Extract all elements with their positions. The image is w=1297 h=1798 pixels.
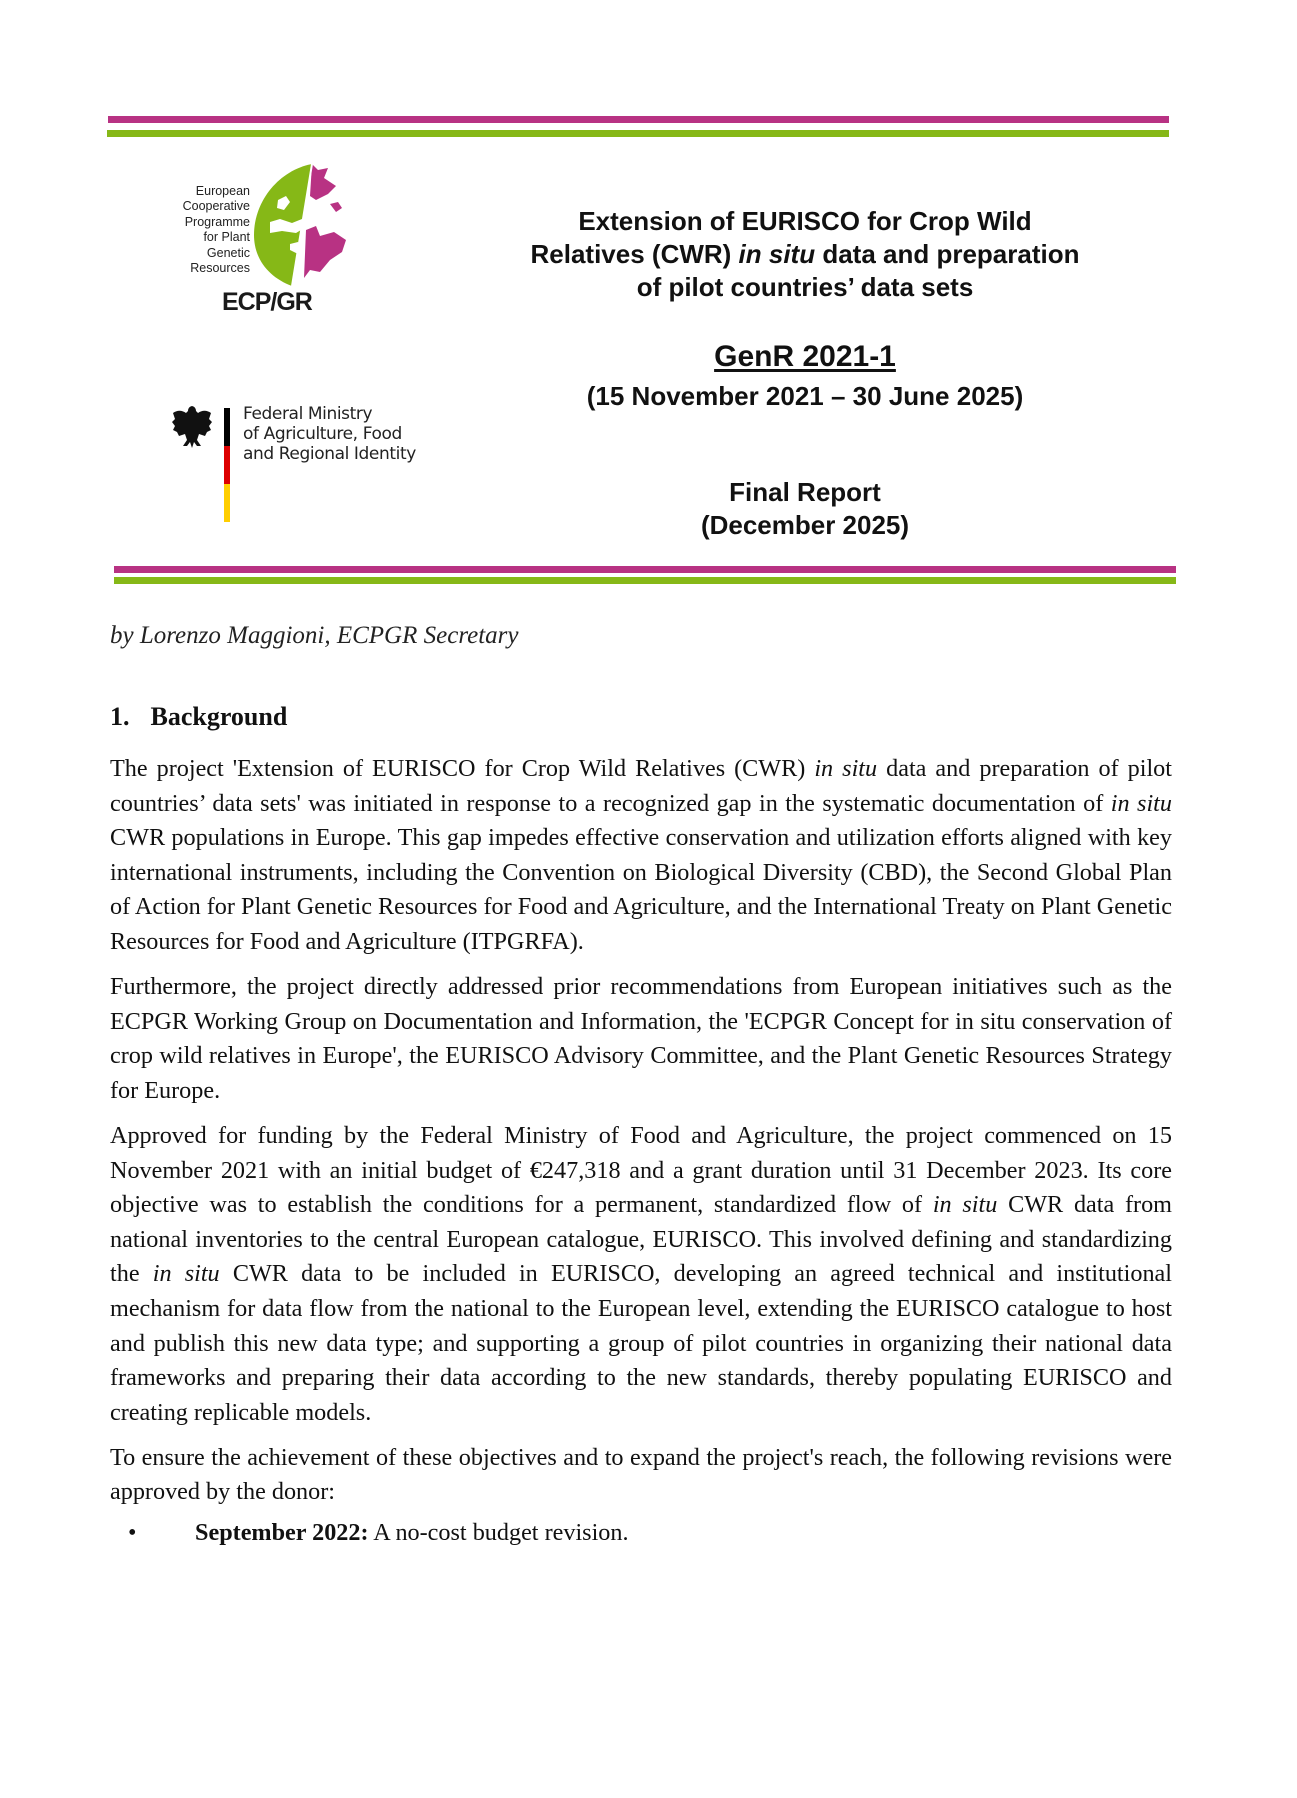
ministry-name: [243, 404, 416, 464]
title-line: of pilot countries’ data sets: [636, 272, 974, 302]
project-code-text: GenR 2021-1: [714, 340, 896, 373]
italic-run: in situ: [932, 1191, 998, 1219]
paragraph: [110, 1119, 1172, 1430]
title-italic: in situ: [738, 239, 816, 269]
revisions-list: [110, 1516, 1172, 1551]
revision-text: A no-cost budget revision.: [368, 1518, 629, 1546]
ecpgr-logo: [160, 160, 360, 330]
section-heading: [110, 702, 287, 732]
top-rule-pink: [108, 116, 1169, 123]
ministry-line: and Regional Identity: [243, 444, 416, 464]
europe-map-icon: [250, 160, 350, 290]
title-text: data and preparation: [815, 239, 1080, 269]
ministry-logo: [165, 400, 445, 530]
title-text: Relatives (CWR): [530, 239, 739, 269]
paragraph: To ensure the achievement of these objectives and to expand the project's reach, the following revisions were approved by the donor:: [110, 1443, 1172, 1506]
title-line: [470, 238, 1140, 271]
flag-bar: [224, 484, 230, 522]
text-run: CWR data from national inventories to the central European catalogue, EURISCO. This involved defining and standardizing the: [110, 1191, 1172, 1288]
text-run: CWR data to be included in EURISCO, developing an agreed technical and institutional mechanism for data flow from the national to the European level, extending the EURISCO catalogue to host and publish this new data type; and supporting a group of pilot countries in organizing their national data frameworks and preparing their data according to the new standards, thereby populating EURISCO and creating replicable models.: [110, 1260, 1172, 1426]
italic-run: in situ: [152, 1260, 220, 1288]
italic-run: in situ: [814, 755, 878, 782]
ecpgr-word: Resources: [190, 261, 250, 276]
bottom-rule-pink: [114, 566, 1176, 573]
ecpgr-word: Programme: [184, 214, 250, 229]
ministry-line: Federal Ministry: [243, 404, 373, 424]
ecpgr-word: Cooperative: [182, 199, 250, 214]
ecpgr-wordmark: ECP/GR: [222, 288, 312, 316]
paragraph: Furthermore, the project directly addressed prior recommendations from European initiatives such as the ECPGR Working Group on Documentation and Information, the 'ECPGR Concept for in situ conservation of crop wild relatives in Europe', the EURISCO Advisory Committee, and the Plant Genetic Resources Strategy for Europe.: [110, 973, 1172, 1104]
text-run: CWR populations in Europe. This gap impedes effective conservation and utilization efforts aligned with key international instruments, including the Convention on Biological Diversity (CBD), the Second Global Plan of Action for Plant Genetic Resources for Food and Agriculture, and the International Treaty on Plant Genetic Resources for Food and Agriculture (ITPGRFA).: [110, 824, 1172, 955]
section-title: Background: [150, 702, 288, 731]
title-line: Extension of EURISCO for Crop Wild: [578, 206, 1032, 236]
author-line: by Lorenzo Maggioni, ECPGR Secretary: [110, 622, 519, 649]
section-number: 1.: [110, 702, 130, 731]
report-info: [470, 476, 1140, 542]
ecpgr-word: for Plant: [203, 230, 250, 245]
paragraph: [110, 752, 1172, 960]
report-type: Final Report: [729, 477, 881, 507]
ministry-line: of Agriculture, Food: [243, 424, 402, 444]
flag-bar: [224, 446, 230, 484]
ecpgr-word: Genetic: [206, 245, 250, 260]
body-text: [110, 752, 1172, 1551]
report-date: (December 2025): [700, 510, 910, 540]
project-dates: (15 November 2021 – 30 June 2025): [586, 381, 1024, 411]
federal-eagle-icon: [171, 404, 215, 450]
italic-run: in situ: [1110, 789, 1172, 817]
ecpgr-logo-words: [160, 184, 250, 276]
text-run: The project 'Extension of EURISCO for Crop Wild Relatives (CWR): [110, 755, 815, 782]
text-run: Approved for funding by the Federal Ministry of Food and Agriculture, the project commenced on 15 November 2021 with an initial budget of €247,318 and a grant duration until 31 December 2023. Its core objective was to establish the conditions for a permanent, standardized flow of: [110, 1121, 1172, 1219]
revision-date: September 2022:: [195, 1518, 369, 1546]
document-title: [470, 205, 1140, 304]
bottom-rule-green: [114, 577, 1176, 584]
ecpgr-word: European: [195, 184, 250, 198]
top-rule-green: [107, 130, 1169, 137]
list-item: [110, 1516, 1172, 1551]
project-code: [470, 340, 1140, 374]
flag-bar: [224, 408, 230, 446]
text-run: data and preparation of pilot countries’ data sets' was initiated in response to a recognized gap in the systematic documentation of: [110, 755, 1172, 817]
